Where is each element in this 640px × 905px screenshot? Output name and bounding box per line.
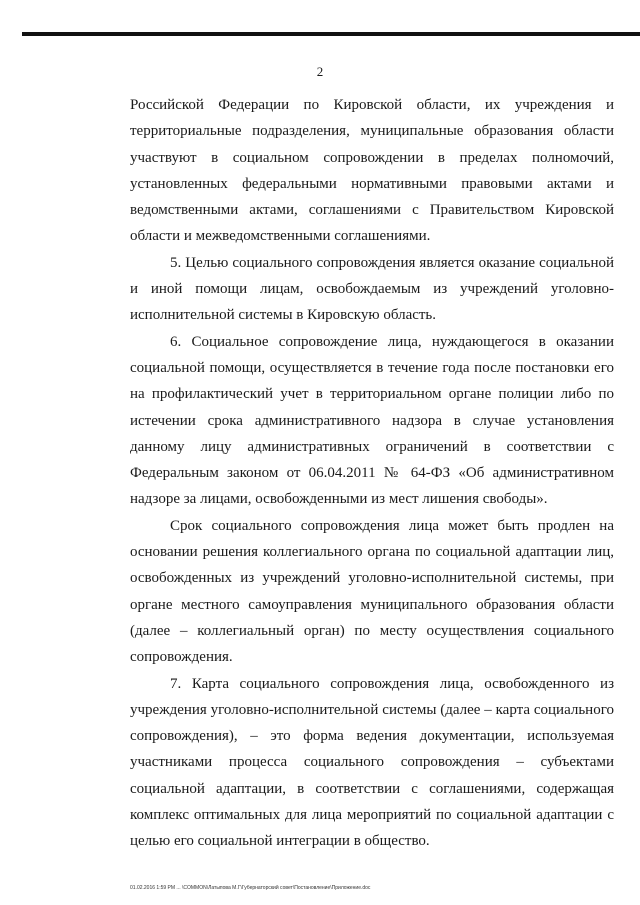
page-number: 2 xyxy=(316,64,324,79)
paragraph-support-term: Срок социального сопровождения лица может быть продлен на основании решения коллегиального органа по социальной адаптации лиц, освобожденных из учреждений уголовно-исполнительной системы, при органе местного самоуправления муниципального образования области (далее – коллегиальный орган) по месту осуществления социального сопровождения. xyxy=(130,517,614,666)
paragraph-continuation: Российской Федерации по Кировской области, их учреждения и территориальные подразделения, муниципальные образования области участвуют в социальном сопровождении в пределах полномочий, установленных федеральными нормативными правовыми актами и ведомственными актами, соглашениями с Правительством Кировской области и межведомственными соглашениями. xyxy=(130,97,614,245)
paragraph-item-7: 7. Карта социального сопровождения лица, освобожденного из учреждения уголовно-исполнительной системы (далее – карта социального сопровождения), – это форма ведения документации, используемая участниками процесса социального сопровождения – субъектами социальной адаптации, в соответствии с соглашениями, содержащая комплекс оптимальных для лица мероприятий по социальной адаптации с целью его социальной интеграции в общество. xyxy=(130,675,614,850)
document-body xyxy=(130,92,614,855)
file-path-footer: 01.02.2016 1:59 PM ... \COMMON\Латыпова М.Г\Губернаторский совет\Постановление\Приложение.doc xyxy=(130,885,371,891)
paragraph-item-5: 5. Целью социального сопровождения является оказание социальной и иной помощи лицам, освобождаемым из учреждений уголовно-исполнительной системы в Кировскую область. xyxy=(130,254,614,324)
paragraph-item-6: 6. Социальное сопровождение лица, нуждающегося в оказании социальной помощи, осуществляется в течение года после постановки его на профилактический учет в территориальном органе полиции либо по истечении срока административного надзора в случае установления данному лицу административных ограничений в соответствии с Федеральным законом от 06.04.2011 № 64-ФЗ «Об административном надзоре за лицами, освобожденными из мест лишения свободы». xyxy=(130,333,614,508)
header-rule xyxy=(22,32,640,36)
